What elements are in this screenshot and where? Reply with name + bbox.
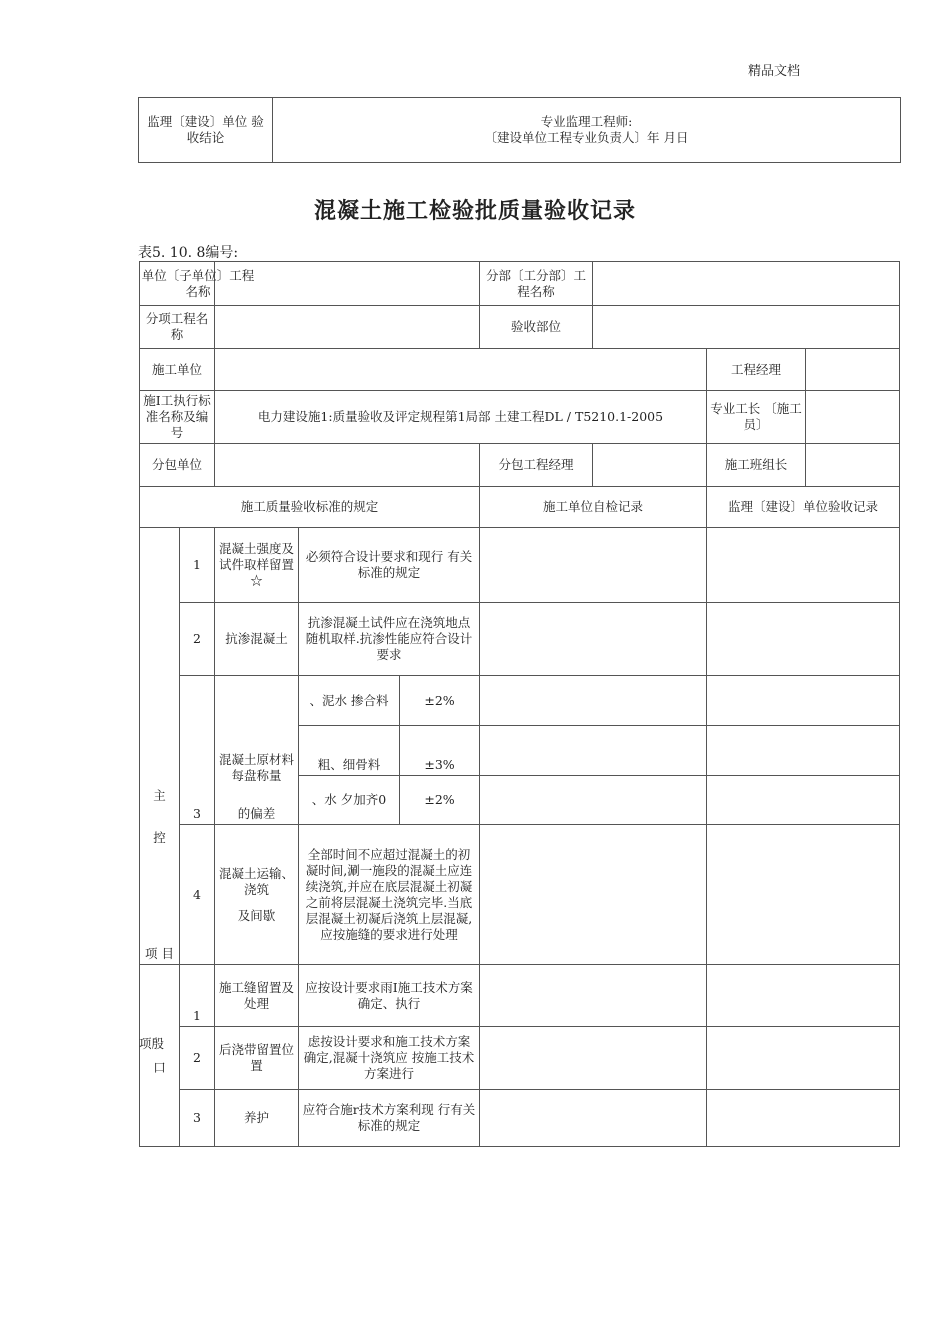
general-item-row — [140, 1027, 900, 1090]
project-manager-label: 工程经理 — [707, 349, 806, 391]
standard-label: 施Ⅰ工执行标准名称及编号 — [140, 391, 215, 444]
subitem-name-value[interactable] — [215, 306, 480, 349]
weighing-deviation-name: 混凝土原材料每盘称量 — [218, 752, 294, 783]
inspection-record-table — [139, 261, 900, 1147]
item-number: 4 — [180, 825, 215, 965]
item-name — [215, 676, 299, 825]
team-leader-value[interactable] — [806, 444, 900, 487]
self-check-cell[interactable] — [480, 965, 707, 1027]
general-group-label: 项殷 口 — [140, 965, 180, 1147]
main-item-row — [140, 825, 900, 965]
supervision-cell[interactable] — [707, 776, 900, 825]
tolerance-value: ±3% — [400, 726, 480, 776]
tolerance-value: ±2% — [400, 776, 480, 825]
page-title: 混凝土施工检验批质量验收记录 — [313, 199, 636, 224]
transport-pour-name: 混凝土运输、浇筑 — [218, 865, 294, 897]
supervision-signature-cell — [273, 98, 901, 163]
acceptance-part-value[interactable] — [593, 306, 900, 349]
self-check-cell[interactable] — [480, 603, 707, 676]
subitem-name-label: 分项工程名称 — [140, 306, 215, 349]
item-requirement: 虑按设计要求和施工技术方案确定,混凝十浇筑应 按施工技术方案进行 — [299, 1027, 480, 1090]
subcontract-manager-value[interactable] — [593, 444, 707, 487]
supervision-header: 监理〔建设〕单位验收记录 — [707, 487, 900, 528]
item-name: 养护 — [215, 1090, 299, 1147]
item-number: 1 — [180, 528, 215, 603]
subcontractor-label: 分包单位 — [140, 444, 215, 487]
construction-unit-label: 施工单位 — [140, 349, 215, 391]
main-control-group-label: 主 控 项 目 — [140, 528, 180, 965]
info-row-construction-unit — [140, 349, 900, 391]
item-number: 2 — [180, 1027, 215, 1090]
transport-pour-suffix: 及间歇 — [237, 907, 276, 923]
self-check-header: 施工单位自检记录 — [480, 487, 707, 528]
item-requirement: 抗渗混凝土试件应在浇筑地点随机取样.抗渗性能应符合设计要求 — [299, 603, 480, 676]
item-number: 3 — [180, 676, 215, 825]
item-name: 后浇带留置位置 — [215, 1027, 299, 1090]
info-row-standard — [140, 391, 900, 444]
info-row-unit — [140, 262, 900, 306]
material-name: 粗、细骨料 — [299, 726, 400, 776]
material-name: 、泥水 掺合料 — [299, 676, 400, 726]
item-number: 1 — [180, 965, 215, 1027]
supervision-cell[interactable] — [707, 726, 900, 776]
supervision-cell[interactable] — [707, 603, 900, 676]
item-requirement: 应按设计要求雨Ⅰ施工技术方案确定、执行 — [299, 965, 480, 1027]
watermark: 精品文档 — [748, 64, 801, 79]
team-leader-label: 施工班组长 — [707, 444, 806, 487]
standard-header: 施工质量验收标准的规定 — [140, 487, 480, 528]
self-check-cell[interactable] — [480, 726, 707, 776]
info-row-subcontractor — [140, 444, 900, 487]
construction-unit-value[interactable] — [215, 349, 707, 391]
table-number: 表5. 10. 8编号: — [138, 245, 239, 261]
item-number: 3 — [180, 1090, 215, 1147]
unit-name-value[interactable] — [215, 262, 480, 306]
tolerance-value: ±2% — [400, 676, 480, 726]
foreman-value[interactable] — [806, 391, 900, 444]
material-name: 、水 夕加齐0 — [299, 776, 400, 825]
main-item-row — [140, 676, 900, 726]
supervision-conclusion-label: 监理〔建设〕单位 验收结论 — [139, 98, 273, 163]
self-check-cell[interactable] — [480, 1027, 707, 1090]
division-name-value[interactable] — [593, 262, 900, 306]
supervision-cell[interactable] — [707, 528, 900, 603]
subcontract-manager-label: 分包工程经理 — [480, 444, 593, 487]
info-row-subitem — [140, 306, 900, 349]
item-number: 2 — [180, 603, 215, 676]
acceptance-part-label: 验收部位 — [480, 306, 593, 349]
item-requirement: 应符合施r技术方案利现 行有关标准的规定 — [299, 1090, 480, 1147]
main-item-row — [140, 603, 900, 676]
item-requirement: 必须符合设计要求和现行 有关标准的规定 — [299, 528, 480, 603]
self-check-cell[interactable] — [480, 776, 707, 825]
unit-name-label: 单位〔子单位〕工程名称 — [140, 262, 215, 306]
item-name: 施工缝留置及处理 — [215, 965, 299, 1027]
self-check-cell[interactable] — [480, 1090, 707, 1147]
main-item-row — [140, 528, 900, 603]
general-item-row — [140, 1090, 900, 1147]
supervision-conclusion-table — [138, 97, 901, 163]
item-name: 抗渗混凝土 — [215, 603, 299, 676]
item-name: 混凝土强度及试件取样留置☆ — [215, 528, 299, 603]
weighing-deviation-suffix: 的偏差 — [237, 806, 276, 821]
supervision-cell[interactable] — [707, 676, 900, 726]
column-header-row — [140, 487, 900, 528]
owner-responsible-label: 〔建设单位工程专业负责人〕年 月日 — [484, 130, 689, 145]
item-name — [215, 825, 299, 965]
supervision-cell[interactable] — [707, 1027, 900, 1090]
self-check-cell[interactable] — [480, 528, 707, 603]
standard-value: 电力建设施1:质量验收及评定规程第1局部 土建工程DL / T5210.1-2005 — [215, 391, 707, 444]
supervision-cell[interactable] — [707, 1090, 900, 1147]
subcontractor-value[interactable] — [215, 444, 480, 487]
general-item-row — [140, 965, 900, 1027]
supervising-engineer-label: 专业监理工程师: — [540, 114, 633, 129]
foreman-label: 专业工长 〔施工员〕 — [707, 391, 806, 444]
self-check-cell[interactable] — [480, 676, 707, 726]
self-check-cell[interactable] — [480, 825, 707, 965]
item-requirement: 全部时间不应超过混凝土的初凝时间,涮一施段的混凝土应连续浇筑,并应在底层混凝土初凝之前将层混凝土浇筑完毕.当底层混凝土初凝后浇筑上层混凝,应按施缝的要求进行处理 — [299, 825, 480, 965]
project-manager-value[interactable] — [806, 349, 900, 391]
division-name-label: 分部〔工分部〕工程名称 — [480, 262, 593, 306]
supervision-cell[interactable] — [707, 825, 900, 965]
supervision-cell[interactable] — [707, 965, 900, 1027]
